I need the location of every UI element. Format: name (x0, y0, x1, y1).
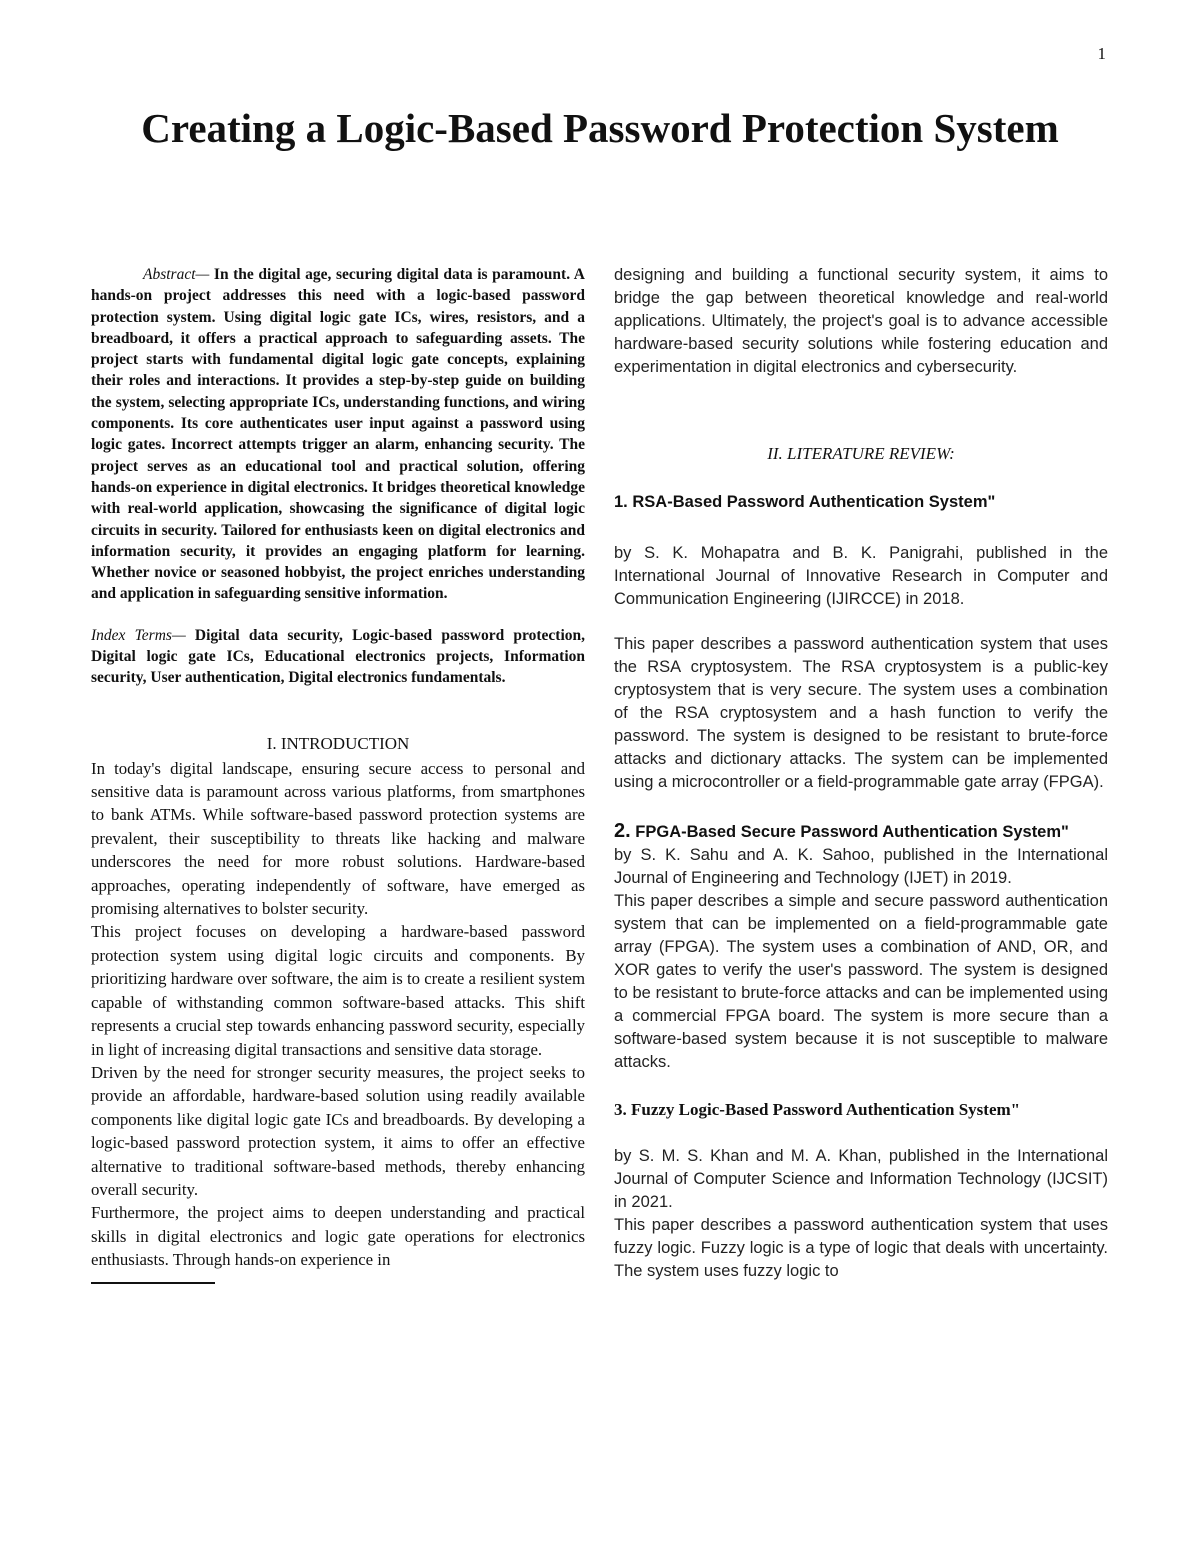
page-number: 1 (1097, 44, 1106, 63)
lit-item-3-title (614, 1098, 1108, 1121)
lit-item-2-number: 2. (614, 820, 631, 842)
lit-item-2-summary: This paper describes a simple and secure password authentication system that can be implemented on a field-programmable gate array (FPGA). The system uses a combination of AND, OR, and XOR gates to verify the user's password. The system is designed to be resistant to brute-force attacks and can be implemented using a commercial FPGA board. The system is more secure than a software-based system because it is not susceptible to malware attacks. (614, 892, 1108, 1071)
lit-item-1-title-text: RSA-Based Password Authentication System" (632, 493, 996, 511)
intro-paragraph-1: In today's digital landscape, ensuring secure access to personal and sensitive data is paramount across various platforms, from smartphones to bank ATMs. While software-based password protection systems are prevalent, their susceptibility to threats like hacking and malware underscores the need for more robust solutions. Hardware-based approaches, operating independently of software, have emerged as promising alternatives to bolster security. (91, 758, 585, 919)
lit-item-2-title-text: FPGA-Based Secure Password Authentication System" (635, 823, 1069, 841)
intro-paragraph-2: This project focuses on developing a hardware-based password protection system using digital logic circuits and components. By prioritizing hardware over software, the aim is to create a resilient system capable of withstanding common software-based attacks. This shift represents a crucial step towards enhancing password security, especially in light of increasing digital transactions and sensitive data storage. (91, 922, 585, 1059)
lit-item-3-number: 3. (614, 1100, 627, 1119)
lit-item-1-byline: by S. K. Mohapatra and B. K. Panigrahi, published in the International Journal of Innovative Research in Computer and Communication Engineering (IJIRCCE) in 2018. (614, 544, 1108, 608)
lit-item-1-title (614, 491, 1108, 514)
index-terms-text: Digital data security, Logic-based password protection, Digital logic gate ICs, Educational electronics projects, Information security, User authentication, Digital electronics fundamentals. (91, 626, 586, 687)
abstract-text: In the digital age, securing digital data is paramount. A hands-on project addresses this need with a logic-based password protection system. Using digital logic gate ICs, wires, resistors, and a breadboard, it offers a practical approach to safeguarding assets. The project starts with fundamental digital logic gate concepts, explaining their roles and interactions. It provides a step-by-step guide on building the system, selecting appropriate ICs, understanding functions, and wiring components. Its core authenticates user input against a password using logic gates. Incorrect attempts trigger an alarm, enhancing security. The project serves as an educational tool and practical solution, offering hands-on experience in digital electronics. It bridges theoretical knowledge with real-world application, showcasing the significance of digital logic circuits in security. Tailored for enthusiasts keen on digital electronics and information security, it provides an engaging platform for learning. Whether novice or seasoned hobbyist, the project enriches understanding and application in safeguarding sensitive information. (91, 266, 586, 603)
abstract (91, 264, 585, 605)
index-terms-label: Index Terms— (91, 626, 186, 644)
lit-item-3-summary: This paper describes a password authentication system that uses fuzzy logic. Fuzzy logic is a type of logic that deals with uncertainty. The system uses fuzzy logic to (614, 1216, 1108, 1280)
left-column (91, 264, 585, 1284)
intro-paragraph-3: Driven by the need for stronger security measures, the project seeks to provide an affordable, hardware-based solution using readily available components like digital logic gate ICs and breadboards. By developing a logic-based password protection system, it aims to offer an effective alternative to traditional software-based methods, thereby enhancing overall security. (91, 1062, 585, 1199)
literature-review-heading: II. LITERATURE REVIEW: (767, 444, 955, 463)
footnote-rule (91, 1282, 215, 1284)
intro-continuation: designing and building a functional security system, it aims to bridge the gap between theoretical knowledge and real-world applications. Ultimately, the project's goal is to advance accessible hardware-based security solutions while fostering education and experimentation in digital electronics and cybersecurity. (614, 266, 1108, 376)
right-column (614, 264, 1108, 1283)
paper-title: Creating a Logic-Based Password Protection System (141, 105, 1059, 151)
lit-item-1-summary: This paper describes a password authentication system that uses the RSA cryptosystem. The RSA cryptosystem is a public-key cryptosystem that is very secure. The system uses a combination of the RSA cryptosystem and a hash function to verify the password. The system is designed to be resistant to brute-force attacks and dictionary attacks. The system can be implemented using a microcontroller or a field-programmable gate array (FPGA). (614, 635, 1108, 791)
abstract-label: Abstract— (143, 266, 210, 283)
introduction-heading: I. INTRODUCTION (266, 733, 410, 753)
lit-item-3-title-text: Fuzzy Logic-Based Password Authentication System" (631, 1100, 1021, 1119)
intro-paragraph-4: Furthermore, the project aims to deepen understanding and practical skills in digital electronics and logic gate operations for electronics enthusiasts. Through hands-on experience in (91, 1203, 585, 1270)
lit-item-3-byline: by S. M. S. Khan and M. A. Khan, published in the International Journal of Computer Science and Information Technology (IJCSIT) in 2021. (614, 1147, 1108, 1211)
lit-item-2-byline: by S. K. Sahu and A. K. Sahoo, published in the International Journal of Engineering and Technology (IJET) in 2019. (614, 846, 1108, 887)
lit-item-2-title (614, 820, 1108, 844)
lit-item-1-number: 1. (614, 493, 628, 511)
index-terms (91, 625, 585, 689)
